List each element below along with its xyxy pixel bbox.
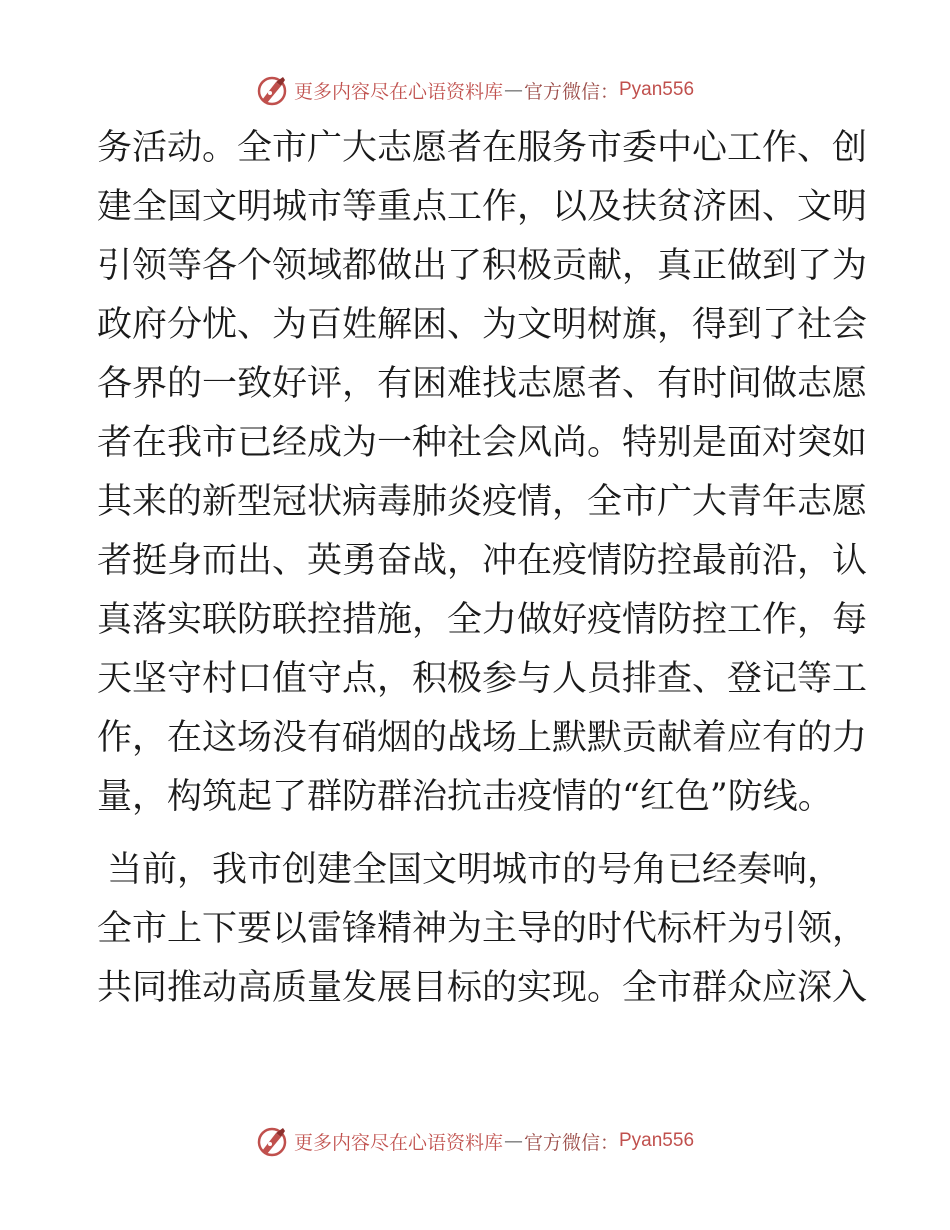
footer-dash: — [503,1130,523,1152]
text-line: 务活动。全市广大志愿者在服务市委中心工作、创 [97,128,868,168]
text-line: 建全国文明城市等重点工作，以及扶贫济困、文明 [97,187,868,227]
text-line: 天坚守村口值守点，积极参与人员排查、登记等工 [97,659,868,699]
header-dash: — [503,79,523,101]
pen-logo-icon [256,1125,288,1157]
paragraph-2 [97,841,868,1018]
text-line: 全市上下要以雷锋精神为主导的时代标杆为引领， [97,909,868,949]
text-line: 者挺身而出、英勇奋战，冲在疫情防控最前沿，认 [97,541,868,581]
text-line: 共同推动高质量发展目标的实现。全市群众应深入 [97,968,868,1008]
pen-logo-icon [256,74,288,106]
document-body [97,119,868,1018]
text-line: 引领等各个领域都做出了积极贡献，真正做到了为 [97,246,868,286]
footer-banner [0,1121,950,1161]
text-line: 者在我市已经成为一种社会风尚。特别是面对突如 [97,423,868,463]
header-site-text: 更多内容尽在心语资料库 [293,80,503,103]
footer-wechat-id: Pyan556 [619,1130,695,1151]
footer-site-text: 更多内容尽在心语资料库 [293,1131,503,1154]
header-banner [0,70,950,110]
header-wechat-id: Pyan556 [619,79,695,100]
text-line: 作，在这场没有硝烟的战场上默默贡献着应有的力 [97,718,868,758]
text-line: 当前，我市创建全国文明城市的号角已经奏响， [107,850,843,890]
text-line: 其来的新型冠状病毒肺炎疫情，全市广大青年志愿 [97,482,868,522]
header-wechat-label: 官方微信： [523,80,619,103]
text-line: 量，构筑起了群防群治抗击疫情的“红色”防线。 [97,777,833,817]
paragraph-1 [97,119,868,827]
text-line: 政府分忧、为百姓解困、为文明树旗，得到了社会 [97,305,868,345]
footer-wechat-label: 官方微信： [523,1131,619,1154]
text-line: 各界的一致好评，有困难找志愿者、有时间做志愿 [97,364,868,404]
text-line: 真落实联防联控措施，全力做好疫情防控工作，每 [97,600,868,640]
paragraph-gap [97,827,857,841]
